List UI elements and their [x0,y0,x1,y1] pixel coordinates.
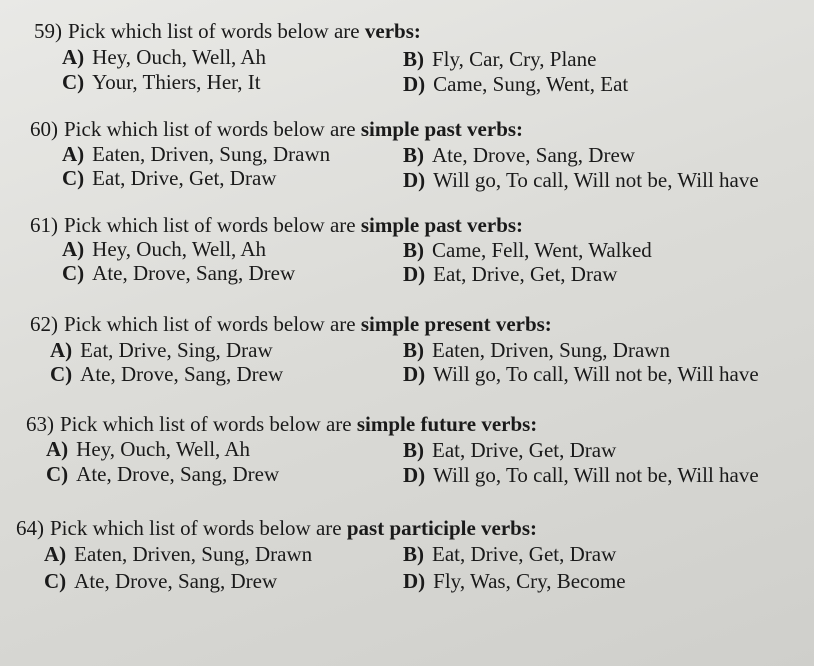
option-letter: D) [403,463,426,487]
option-text: Hey, Ouch, Well, Ah [76,437,251,461]
option-text: Came, Sung, Went, Eat [433,72,629,96]
option-b[interactable] [403,438,616,462]
option-d[interactable] [403,168,759,192]
option-letter: A) [46,437,69,461]
option-text: Eat, Drive, Get, Draw [432,438,617,462]
option-letter: B) [403,338,424,362]
option-letter: D) [403,168,426,192]
option-letter: C) [62,70,85,94]
question-number: 64) [16,516,44,540]
option-letter: C) [62,261,85,285]
option-letter: B) [403,238,424,262]
option-b[interactable] [403,47,596,71]
question-emphasis: past participle verbs: [346,516,538,540]
option-c[interactable] [62,261,295,285]
option-text: Ate, Drove, Sang, Drew [92,261,296,285]
question-emphasis: verbs: [364,19,421,43]
question-text: Pick which list of words below are [64,213,361,237]
question-emphasis: simple present verbs: [360,312,552,336]
option-b[interactable] [403,238,652,262]
option-letter: B) [403,143,424,167]
option-text: Eat, Drive, Get, Draw [92,166,277,190]
question-text: Pick which list of words below are [60,412,357,436]
option-letter: C) [62,166,85,190]
option-text: Eaten, Driven, Sung, Drawn [432,338,670,362]
option-letter: C) [46,462,69,486]
option-text: Ate, Drove, Sang, Drew [76,462,280,486]
question-text: Pick which list of words below are [64,117,361,141]
option-d[interactable] [403,262,617,286]
question-emphasis: simple past verbs: [360,117,524,141]
option-text: Hey, Ouch, Well, Ah [92,45,267,69]
option-letter: D) [403,262,426,286]
option-a[interactable] [62,142,330,166]
option-text: Came, Fell, Went, Walked [432,238,652,262]
question-emphasis: simple past verbs: [360,213,524,237]
option-c[interactable] [50,362,283,386]
option-a[interactable] [62,45,266,69]
question-prompt [16,516,537,540]
option-a[interactable] [44,542,312,566]
question-prompt [30,312,552,336]
option-text: Hey, Ouch, Well, Ah [92,237,267,261]
option-text: Your, Thiers, Her, It [92,70,261,94]
option-letter: A) [62,45,85,69]
option-letter: B) [403,47,424,71]
option-letter: D) [403,569,426,593]
option-text: Eat, Drive, Sing, Draw [80,338,273,362]
option-b[interactable] [403,542,616,566]
question-emphasis: simple future verbs: [356,412,538,436]
option-b[interactable] [403,338,670,362]
option-a[interactable] [46,437,250,461]
option-text: Will go, To call, Will not be, Will have [433,168,759,192]
option-text: Fly, Was, Cry, Become [433,569,626,593]
question-prompt [26,412,537,436]
question-prompt [30,117,523,141]
option-d[interactable] [403,362,759,386]
question-text: Pick which list of words below are [64,312,361,336]
option-c[interactable] [44,569,277,593]
option-c[interactable] [62,166,276,190]
option-d[interactable] [403,463,759,487]
option-text: Eaten, Driven, Sung, Drawn [74,542,313,566]
question-number: 62) [30,312,58,336]
question-number: 61) [30,213,58,237]
question-number: 59) [34,19,62,43]
option-letter: A) [62,142,85,166]
option-letter: C) [50,362,73,386]
question-text: Pick which list of words below are [50,516,347,540]
option-d[interactable] [403,72,628,96]
option-d[interactable] [403,569,626,593]
question-prompt [30,213,523,237]
option-a[interactable] [50,338,273,362]
question-number: 60) [30,117,58,141]
option-text: Eat, Drive, Get, Draw [432,542,617,566]
option-text: Ate, Drove, Sang, Drew [80,362,284,386]
question-prompt [34,19,421,43]
question-number: 63) [26,412,54,436]
option-c[interactable] [46,462,279,486]
option-text: Will go, To call, Will not be, Will have [433,463,759,487]
option-text: Eaten, Driven, Sung, Drawn [92,142,331,166]
option-a[interactable] [62,237,266,261]
option-letter: A) [44,542,67,566]
option-text: Ate, Drove, Sang, Drew [432,143,635,167]
option-b[interactable] [403,143,635,167]
option-letter: B) [403,438,424,462]
option-text: Ate, Drove, Sang, Drew [74,569,278,593]
option-letter: D) [403,72,426,96]
option-text: Fly, Car, Cry, Plane [432,47,597,71]
option-letter: A) [62,237,85,261]
option-letter: B) [403,542,424,566]
option-text: Will go, To call, Will not be, Will have [433,362,759,386]
option-c[interactable] [62,70,261,94]
option-letter: D) [403,362,426,386]
option-text: Eat, Drive, Get, Draw [433,262,618,286]
option-letter: A) [50,338,73,362]
question-text: Pick which list of words below are [68,19,365,43]
option-letter: C) [44,569,67,593]
